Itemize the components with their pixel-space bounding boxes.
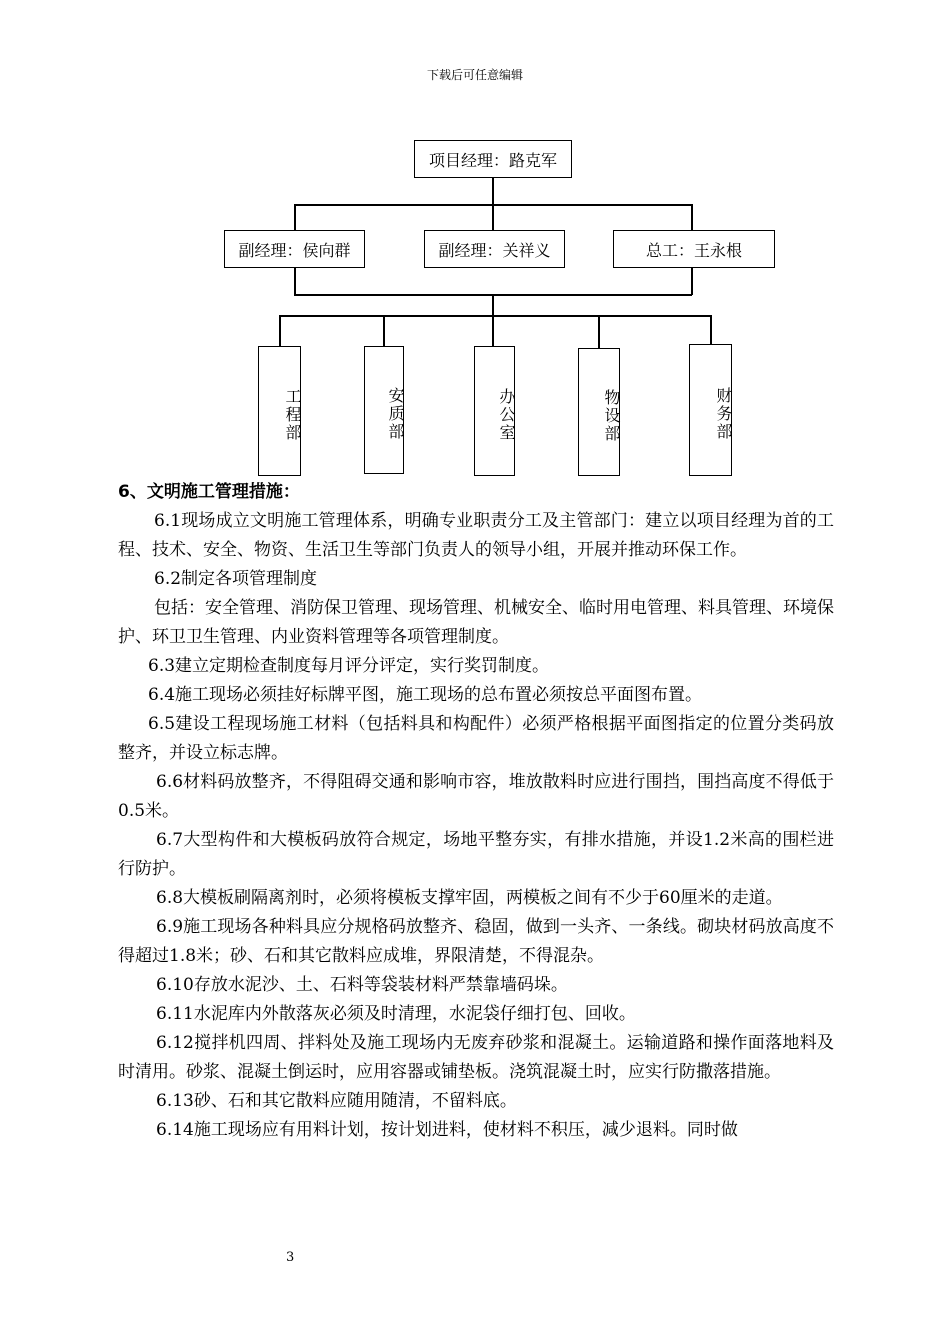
page-number: 3	[286, 1250, 295, 1265]
connector	[691, 204, 693, 231]
paragraph: 包括：安全管理、消防保卫管理、现场管理、机械安全、临时用电管理、料具管理、环境保护、环卫卫生管理、内业资料管理等各项管理制度。	[118, 598, 834, 647]
org-top-box: 项目经理：路克军	[414, 140, 572, 178]
paragraph: 6.8大模板刷隔离剂时，必须将模板支撑牢固，两模板之间有不少于60厘米的走道。	[156, 888, 783, 908]
org-department-box: 办公室	[474, 346, 515, 476]
connector	[279, 315, 711, 317]
paragraph: 6.5建设工程现场施工材料（包括料具和构配件）必须严格根据平面图指定的位置分类码放整齐，并设立标志牌。	[118, 714, 834, 763]
section-content	[118, 478, 834, 1145]
connector	[492, 294, 494, 316]
connector	[492, 204, 494, 231]
connector	[492, 315, 494, 347]
paragraph: 6.2制定各项管理制度	[154, 569, 318, 589]
org-department-box: 安质部	[364, 346, 404, 474]
paragraph: 6.13砂、石和其它散料应随用随清，不留料底。	[156, 1091, 517, 1111]
section-title: 6、文明施工管理措施：	[118, 482, 300, 502]
org-deputy-box: 总工：王永根	[613, 230, 775, 268]
connector	[294, 204, 296, 231]
org-deputy-box: 副经理：侯向群	[224, 230, 365, 268]
connector	[710, 315, 712, 345]
connector	[691, 268, 693, 295]
paragraph: 6.12搅拌机四周、拌料处及施工现场内无废弃砂浆和混凝土。运输道路和操作面落地料及时清用。砂浆、混凝土倒运时，应用容器或铺垫板。浇筑混凝土时，应实行防撒落措施。	[118, 1033, 834, 1082]
paragraph: 6.9施工现场各种料具应分规格码放整齐、稳固，做到一头齐、一条线。砌块材码放高度不得超过1.8米；砂、石和其它散料应成堆，界限清楚，不得混杂。	[118, 917, 834, 966]
connector	[492, 178, 494, 205]
paragraph: 6.11水泥库内外散落灰必须及时清理，水泥袋仔细打包、回收。	[156, 1004, 636, 1024]
org-chart	[0, 0, 950, 480]
connector	[598, 315, 600, 349]
paragraph: 6.14施工现场应有用料计划，按计划进料，使材料不积压，减少退料。同时做	[156, 1120, 738, 1140]
org-department-box: 物设部	[578, 348, 620, 476]
connector	[294, 268, 296, 295]
paragraph: 6.6材料码放整齐，不得阻碍交通和影响市容，堆放散料时应进行围挡，围挡高度不得低于0.5米。	[118, 772, 834, 821]
paragraph: 6.7大型构件和大模板码放符合规定，场地平整夯实，有排水措施，并设1.2米高的围栏进行防护。	[118, 830, 834, 879]
connector	[383, 315, 385, 347]
org-department-box: 工程部	[258, 346, 301, 476]
paragraph: 6.10存放水泥沙、土、石料等袋装材料严禁靠墙码垛。	[156, 975, 568, 995]
paragraph: 6.1现场成立文明施工管理体系，明确专业职责分工及主管部门：建立以项目经理为首的工程、技术、安全、物资、生活卫生等部门负责人的领导小组，开展并推动环保工作。	[118, 511, 834, 560]
connector	[279, 315, 281, 347]
org-deputy-box: 副经理：关祥义	[424, 230, 565, 268]
paragraph: 6.3建立定期检查制度每月评分评定，实行奖罚制度。	[148, 656, 550, 676]
paragraph: 6.4施工现场必须挂好标牌平图，施工现场的总布置必须按总平面图布置。	[148, 685, 703, 705]
org-department-box: 财务部	[689, 344, 732, 476]
header-note: 下载后可任意编辑	[426, 68, 523, 82]
